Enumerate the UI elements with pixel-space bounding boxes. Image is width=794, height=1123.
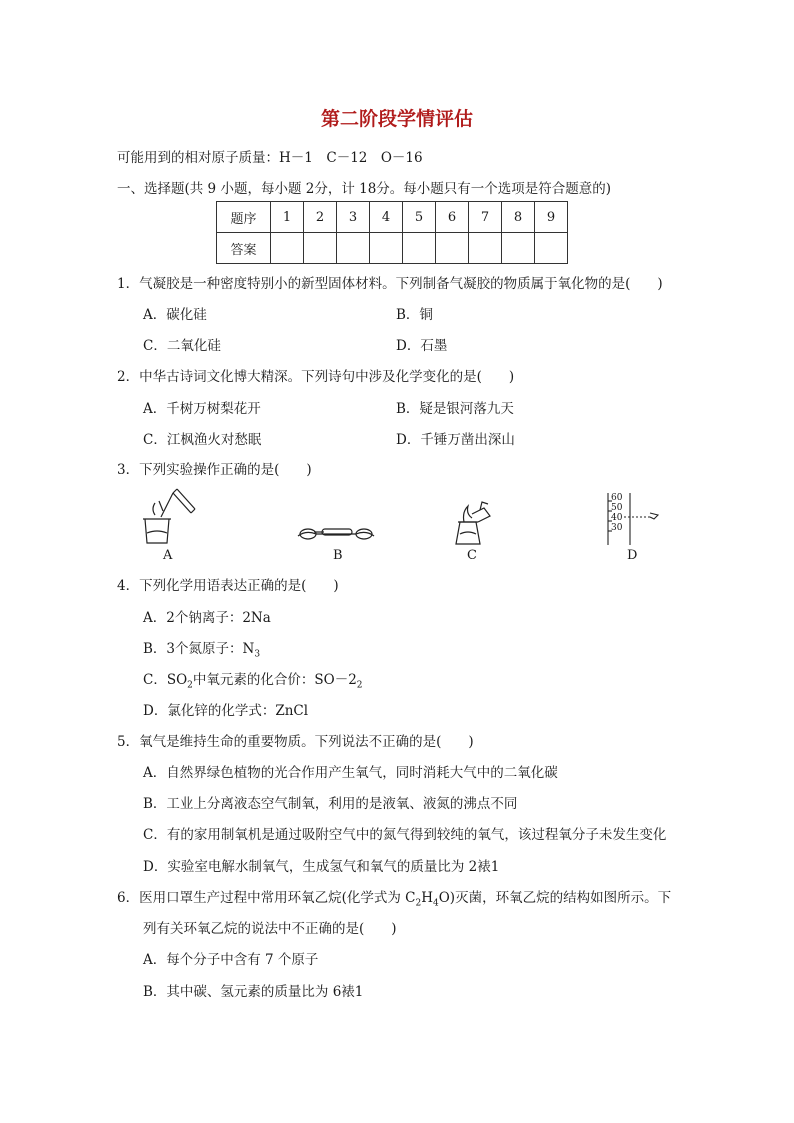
option-text: C．SO — [143, 672, 188, 688]
table-cell: 1 — [271, 202, 304, 233]
table-cell: 2 — [304, 202, 337, 233]
answer-cell[interactable] — [271, 233, 304, 264]
table-header-answer: 答案 — [217, 233, 271, 264]
question-4-option-a: A．2个钠离子：2Na — [143, 610, 271, 626]
subscript: 3 — [254, 649, 261, 660]
question-5-option-a: A．自然界绿色植物的光合作用产生氧气，同时消耗大气中的二氧化碳 — [143, 765, 558, 781]
question-4-stem: 4．下列化学用语表达正确的是( ) — [117, 578, 339, 594]
question-2-stem: 2．中华古诗词文化博大精深。下列诗句中涉及化学变化的是( ) — [117, 369, 515, 385]
figure-label-b: B — [333, 548, 343, 563]
table-cell: 4 — [370, 202, 403, 233]
stem-text: 6．医用口罩生产过程中常用环氧乙烷(化学式为 C — [117, 890, 416, 906]
subscript: 4 — [433, 898, 439, 909]
option-text: B．3个氮原子：N — [143, 641, 255, 657]
question-2-option-c: C．江枫渔火对愁眠 — [143, 432, 262, 448]
stem-text: H — [421, 890, 433, 906]
answer-cell[interactable] — [502, 233, 535, 264]
question-6-option-a: A．每个分子中含有 7 个原子 — [143, 952, 319, 968]
table-row — [217, 233, 568, 264]
question-4-option-b — [143, 637, 260, 660]
scale-mark-50: 50 — [611, 503, 623, 513]
table-cell: 7 — [469, 202, 502, 233]
answer-cell[interactable] — [370, 233, 403, 264]
page-title: 第二阶段学情评估 — [320, 108, 473, 130]
table-cell: 8 — [502, 202, 535, 233]
stem-text: O)灭菌，环氧乙烷的结构如图所示。下 — [438, 890, 672, 906]
subscript: 2 — [356, 680, 363, 691]
question-1-option-d: D．石墨 — [396, 338, 448, 354]
answer-cell[interactable] — [403, 233, 436, 264]
question-4-option-c — [143, 668, 363, 691]
question-2-option-d: D．千锤万凿出深山 — [396, 432, 515, 448]
table-cell: 9 — [535, 202, 568, 233]
question-1-option-b: B．铜 — [396, 307, 433, 323]
answer-table — [216, 201, 568, 264]
answer-cell[interactable] — [337, 233, 370, 264]
question-4-option-d: D．氯化锌的化学式：ZnCl — [143, 703, 309, 719]
answer-cell[interactable] — [535, 233, 568, 264]
figure-label-d: D — [627, 548, 638, 563]
table-cell: 5 — [403, 202, 436, 233]
question-6-option-b: B．其中碳、氢元素的质量比为 6裱1 — [143, 984, 364, 1000]
answer-cell[interactable] — [436, 233, 469, 264]
figure-a-pouring-liquid — [133, 485, 203, 547]
question-5-option-b: B．工业上分离液态空气制氧，利用的是液氧、液氮的沸点不同 — [143, 796, 518, 812]
question-5-stem: 5．氧气是维持生命的重要物质。下列说法不正确的是( ) — [117, 734, 474, 750]
figure-label-c: C — [467, 548, 477, 563]
option-text: 中氧元素的化合价：SO－2 — [192, 672, 357, 688]
table-header-question: 题序 — [217, 202, 271, 233]
answer-cell[interactable] — [469, 233, 502, 264]
scale-mark-60: 60 — [611, 493, 623, 503]
answer-cell[interactable] — [304, 233, 337, 264]
scale-mark-30: 30 — [611, 523, 623, 533]
section-heading: 一、选择题(共 9 小题，每小题 2分，计 18分。每小题只有一个选项是符合题意的) — [117, 181, 612, 197]
figure-label-a: A — [163, 548, 173, 563]
question-6-stem-line2: 列有关环氧乙烷的说法中不正确的是( ) — [143, 921, 397, 937]
table-cell: 3 — [337, 202, 370, 233]
question-1-stem: 1．气凝胶是一种密度特别小的新型固体材料。下列制备气凝胶的物质属于氧化物的是( ) — [117, 276, 663, 292]
subscript: 2 — [415, 898, 422, 909]
question-3-stem: 3．下列实验操作正确的是( ) — [117, 462, 312, 478]
table-cell: 6 — [436, 202, 469, 233]
figure-c-lamp — [450, 492, 496, 548]
atomic-mass-note: 可能用到的相对原子质量：H－1 C－12 O－16 — [117, 150, 423, 166]
question-5-option-d: D．实验室电解水制氧气，生成氢气和氧气的质量比为 2裱1 — [143, 859, 500, 875]
cylinder-scale — [611, 493, 625, 533]
question-5-option-c: C．有的家用制氧机是通过吸附空气中的氮气得到较纯的氧气，该过程氧分子未发生变化 — [143, 827, 667, 843]
question-1-option-c: C．二氧化硅 — [143, 338, 221, 354]
question-2-option-b: B．疑是银河落九天 — [396, 401, 514, 417]
table-row — [217, 202, 568, 233]
figure-b-test-tube — [296, 520, 376, 544]
question-1-option-a: A．碳化硅 — [143, 307, 207, 323]
question-2-option-a: A．千树万树梨花开 — [143, 401, 261, 417]
scale-mark-40: 40 — [611, 513, 623, 523]
question-6-stem — [117, 886, 671, 909]
subscript: 2 — [187, 680, 193, 691]
